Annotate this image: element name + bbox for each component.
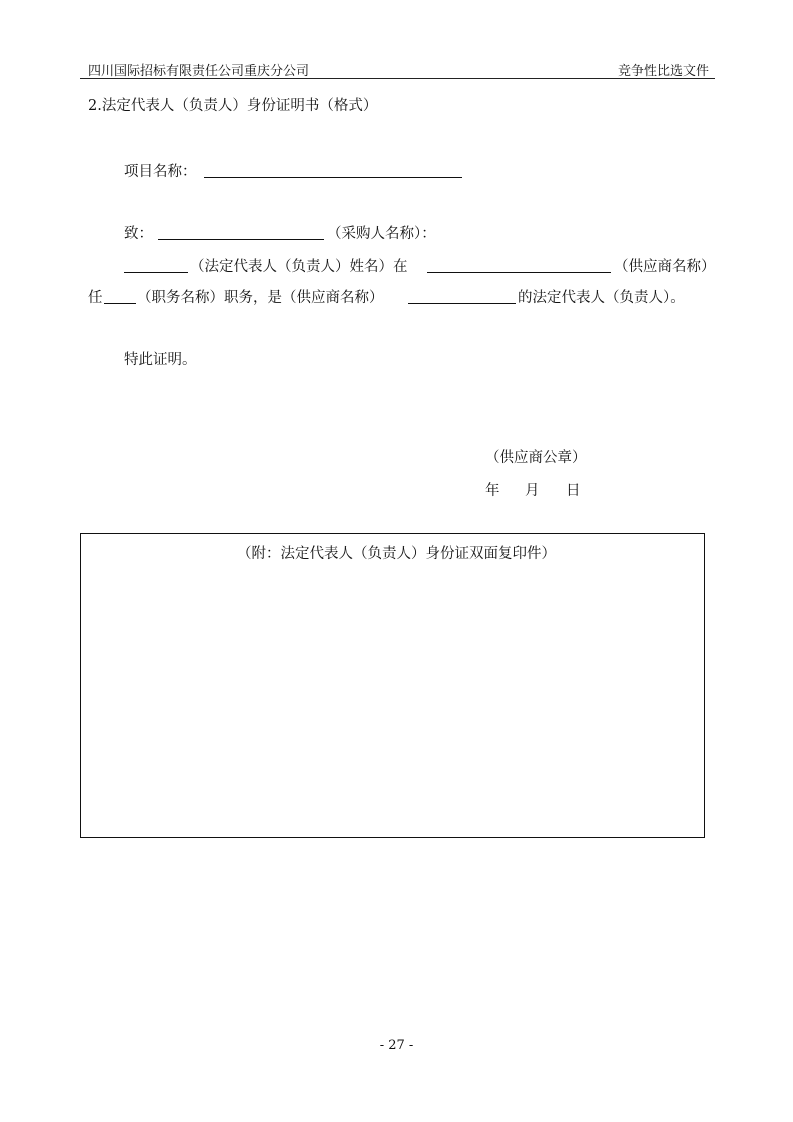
date-year: 年 [485, 483, 500, 499]
attachment-note: （附：法定代表人（负责人）身份证双面复印件） [237, 546, 556, 562]
project-name-blank[interactable] [204, 177, 462, 178]
date-month: 月 [525, 483, 540, 499]
date-day: 日 [566, 483, 581, 499]
header-divider [80, 78, 715, 79]
certify-text: 特此证明。 [124, 352, 197, 368]
seal-label: （供应商公章） [485, 450, 587, 466]
section-title: 2.法定代表人（负责人）身份证明书（格式） [88, 98, 378, 114]
supplier-name-blank[interactable] [427, 272, 611, 273]
ren-label: 任 [88, 290, 103, 306]
to-label: 致： [124, 226, 153, 242]
supplier-name-note: （供应商名称） [614, 259, 716, 275]
supplier-name-blank-2[interactable] [408, 303, 516, 304]
purchaser-name-blank[interactable] [158, 239, 324, 240]
purchaser-note: （采购人名称）： [327, 226, 436, 242]
position-note: （职务名称）职务，是（供应商名称） [137, 290, 384, 306]
legal-rep-suffix: 的法定代表人（负责人）。 [518, 290, 685, 306]
project-label: 项目名称： [124, 164, 197, 180]
page-number: - 27 - [379, 1038, 414, 1053]
rep-name-blank[interactable] [124, 272, 188, 273]
header-company: 四川国际招标有限责任公司重庆分公司 [88, 64, 310, 79]
position-blank[interactable] [104, 303, 136, 304]
id-copy-attachment-box[interactable] [80, 533, 705, 838]
rep-name-note: （法定代表人（负责人）姓名）在 [190, 259, 408, 275]
header-doc-type: 竞争性比选文件 [617, 64, 709, 79]
